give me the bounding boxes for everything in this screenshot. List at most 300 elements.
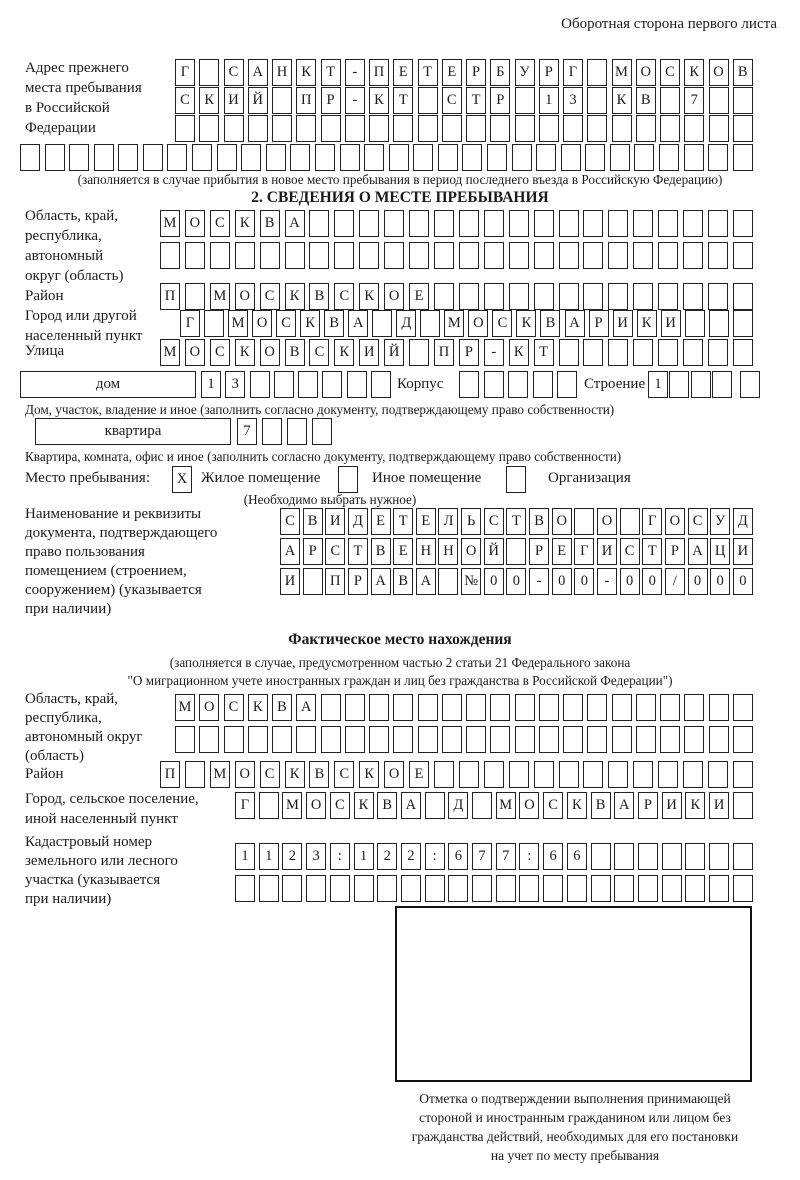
- char-box[interactable]: [636, 115, 656, 142]
- char-box[interactable]: [459, 242, 479, 269]
- char-box[interactable]: С: [442, 87, 462, 114]
- char-box[interactable]: [610, 144, 630, 171]
- char-box[interactable]: А: [614, 792, 634, 819]
- char-box[interactable]: [534, 210, 554, 237]
- char-box[interactable]: С: [620, 538, 640, 565]
- char-box[interactable]: В: [377, 792, 397, 819]
- char-box[interactable]: [321, 694, 341, 721]
- char-box[interactable]: [633, 210, 653, 237]
- char-box[interactable]: О: [235, 761, 255, 788]
- char-box[interactable]: Т: [534, 339, 554, 366]
- char-box[interactable]: [434, 242, 454, 269]
- char-box[interactable]: 0: [506, 568, 526, 595]
- char-box[interactable]: [662, 843, 682, 870]
- char-box[interactable]: [659, 144, 679, 171]
- char-box[interactable]: Р: [638, 792, 658, 819]
- char-box[interactable]: [587, 59, 607, 86]
- char-box[interactable]: X: [172, 466, 192, 493]
- char-box[interactable]: [557, 371, 577, 398]
- char-box[interactable]: [709, 726, 729, 753]
- char-box[interactable]: [543, 875, 563, 902]
- char-box[interactable]: [462, 144, 482, 171]
- char-box[interactable]: С: [334, 283, 354, 310]
- char-box[interactable]: [587, 694, 607, 721]
- char-box[interactable]: [472, 792, 492, 819]
- char-box[interactable]: Т: [506, 508, 526, 535]
- char-box[interactable]: С: [260, 283, 280, 310]
- char-box[interactable]: К: [509, 339, 529, 366]
- char-box[interactable]: [118, 144, 138, 171]
- char-box[interactable]: [466, 694, 486, 721]
- char-box[interactable]: [608, 339, 628, 366]
- char-box[interactable]: Р: [529, 538, 549, 565]
- char-box[interactable]: [509, 761, 529, 788]
- char-box[interactable]: [709, 875, 729, 902]
- char-box[interactable]: [708, 242, 728, 269]
- char-box[interactable]: О: [384, 283, 404, 310]
- char-box[interactable]: [94, 144, 114, 171]
- char-box[interactable]: С: [210, 210, 230, 237]
- char-box[interactable]: [733, 843, 753, 870]
- char-box[interactable]: Т: [418, 59, 438, 86]
- char-box[interactable]: В: [733, 59, 753, 86]
- char-box[interactable]: [638, 843, 658, 870]
- char-box[interactable]: 0: [484, 568, 504, 595]
- char-box[interactable]: М: [210, 761, 230, 788]
- char-box[interactable]: [591, 843, 611, 870]
- char-box[interactable]: [287, 418, 307, 445]
- char-box[interactable]: [691, 371, 711, 398]
- char-box[interactable]: Б: [490, 59, 510, 86]
- char-box[interactable]: [434, 761, 454, 788]
- char-box[interactable]: П: [325, 568, 345, 595]
- char-box[interactable]: [418, 87, 438, 114]
- char-box[interactable]: О: [636, 59, 656, 86]
- char-box[interactable]: [583, 283, 603, 310]
- char-box[interactable]: С: [660, 59, 680, 86]
- char-box[interactable]: О: [597, 508, 617, 535]
- char-box[interactable]: [330, 875, 350, 902]
- char-box[interactable]: С: [688, 508, 708, 535]
- char-box[interactable]: 7: [496, 843, 516, 870]
- char-box[interactable]: [235, 242, 255, 269]
- char-box[interactable]: [262, 418, 282, 445]
- char-box[interactable]: Р: [589, 310, 609, 337]
- char-box[interactable]: [660, 694, 680, 721]
- char-box[interactable]: [484, 371, 504, 398]
- char-box[interactable]: 2: [282, 843, 302, 870]
- char-box[interactable]: Т: [348, 538, 368, 565]
- char-box[interactable]: [658, 210, 678, 237]
- char-box[interactable]: [472, 875, 492, 902]
- char-box[interactable]: И: [224, 87, 244, 114]
- char-box[interactable]: [712, 371, 732, 398]
- char-box[interactable]: К: [285, 283, 305, 310]
- char-box[interactable]: 3: [306, 843, 326, 870]
- char-box[interactable]: С: [330, 792, 350, 819]
- char-box[interactable]: 7: [684, 87, 704, 114]
- char-box[interactable]: [438, 568, 458, 595]
- char-box[interactable]: М: [612, 59, 632, 86]
- char-box[interactable]: [709, 694, 729, 721]
- char-box[interactable]: М: [282, 792, 302, 819]
- char-box[interactable]: М: [210, 283, 230, 310]
- char-box[interactable]: [442, 694, 462, 721]
- char-box[interactable]: [733, 210, 753, 237]
- char-box[interactable]: -: [484, 339, 504, 366]
- char-box[interactable]: М: [444, 310, 464, 337]
- char-box[interactable]: [334, 242, 354, 269]
- char-box[interactable]: [733, 144, 753, 171]
- char-box[interactable]: [484, 210, 504, 237]
- char-box[interactable]: [733, 792, 753, 819]
- char-box[interactable]: [660, 115, 680, 142]
- char-box[interactable]: [296, 726, 316, 753]
- char-box[interactable]: А: [248, 59, 268, 86]
- char-box[interactable]: [296, 115, 316, 142]
- char-box[interactable]: [248, 726, 268, 753]
- char-box[interactable]: С: [492, 310, 512, 337]
- char-box[interactable]: [224, 115, 244, 142]
- char-box[interactable]: Е: [393, 59, 413, 86]
- char-box[interactable]: В: [260, 210, 280, 237]
- char-box[interactable]: [312, 418, 332, 445]
- char-box[interactable]: [418, 726, 438, 753]
- char-box[interactable]: [496, 875, 516, 902]
- char-box[interactable]: С: [260, 761, 280, 788]
- char-box[interactable]: К: [359, 283, 379, 310]
- char-box[interactable]: [217, 144, 237, 171]
- char-box[interactable]: Е: [393, 538, 413, 565]
- dom-wide-box[interactable]: дом: [20, 371, 196, 398]
- char-box[interactable]: 6: [543, 843, 563, 870]
- char-box[interactable]: Д: [733, 508, 753, 535]
- char-box[interactable]: [321, 115, 341, 142]
- char-box[interactable]: [608, 761, 628, 788]
- char-box[interactable]: [315, 144, 335, 171]
- char-box[interactable]: [583, 242, 603, 269]
- char-box[interactable]: Г: [180, 310, 200, 337]
- char-box[interactable]: [587, 726, 607, 753]
- char-box[interactable]: -: [345, 59, 365, 86]
- char-box[interactable]: В: [272, 694, 292, 721]
- char-box[interactable]: К: [296, 59, 316, 86]
- char-box[interactable]: Р: [303, 538, 323, 565]
- char-box[interactable]: [684, 115, 704, 142]
- char-box[interactable]: О: [252, 310, 272, 337]
- char-box[interactable]: Д: [396, 310, 416, 337]
- char-box[interactable]: [563, 726, 583, 753]
- char-box[interactable]: И: [325, 508, 345, 535]
- char-box[interactable]: [634, 144, 654, 171]
- char-box[interactable]: О: [306, 792, 326, 819]
- char-box[interactable]: [709, 115, 729, 142]
- char-box[interactable]: [442, 115, 462, 142]
- char-box[interactable]: [612, 726, 632, 753]
- char-box[interactable]: [633, 242, 653, 269]
- char-box[interactable]: [69, 144, 89, 171]
- char-box[interactable]: М: [160, 210, 180, 237]
- char-box[interactable]: 6: [448, 843, 468, 870]
- char-box[interactable]: [199, 115, 219, 142]
- char-box[interactable]: К: [235, 210, 255, 237]
- char-box[interactable]: [393, 115, 413, 142]
- char-box[interactable]: [338, 466, 358, 493]
- char-box[interactable]: [438, 144, 458, 171]
- char-box[interactable]: У: [710, 508, 730, 535]
- char-box[interactable]: М: [496, 792, 516, 819]
- char-box[interactable]: [559, 242, 579, 269]
- char-box[interactable]: [658, 242, 678, 269]
- char-box[interactable]: [563, 694, 583, 721]
- char-box[interactable]: 1: [259, 843, 279, 870]
- char-box[interactable]: 1: [201, 371, 221, 398]
- char-box[interactable]: [512, 144, 532, 171]
- char-box[interactable]: Р: [459, 339, 479, 366]
- char-box[interactable]: [614, 875, 634, 902]
- char-box[interactable]: [559, 283, 579, 310]
- char-box[interactable]: А: [371, 568, 391, 595]
- char-box[interactable]: К: [199, 87, 219, 114]
- char-box[interactable]: 2: [377, 843, 397, 870]
- char-box[interactable]: Р: [490, 87, 510, 114]
- char-box[interactable]: 0: [688, 568, 708, 595]
- char-box[interactable]: А: [416, 568, 436, 595]
- char-box[interactable]: :: [519, 843, 539, 870]
- char-box[interactable]: [364, 144, 384, 171]
- char-box[interactable]: И: [661, 310, 681, 337]
- char-box[interactable]: [185, 761, 205, 788]
- char-box[interactable]: Е: [371, 508, 391, 535]
- char-box[interactable]: 1: [354, 843, 374, 870]
- char-box[interactable]: П: [160, 761, 180, 788]
- char-box[interactable]: [321, 726, 341, 753]
- char-box[interactable]: В: [636, 87, 656, 114]
- char-box[interactable]: [306, 875, 326, 902]
- char-box[interactable]: [533, 371, 553, 398]
- char-box[interactable]: К: [334, 339, 354, 366]
- char-box[interactable]: [260, 242, 280, 269]
- char-box[interactable]: К: [567, 792, 587, 819]
- char-box[interactable]: 1: [648, 371, 668, 398]
- char-box[interactable]: [241, 144, 261, 171]
- char-box[interactable]: Т: [393, 87, 413, 114]
- char-box[interactable]: В: [591, 792, 611, 819]
- char-box[interactable]: И: [709, 792, 729, 819]
- char-box[interactable]: [259, 875, 279, 902]
- kvartira-wide-box[interactable]: квартира: [35, 418, 231, 445]
- char-box[interactable]: К: [235, 339, 255, 366]
- char-box[interactable]: [539, 726, 559, 753]
- char-box[interactable]: [608, 242, 628, 269]
- char-box[interactable]: В: [324, 310, 344, 337]
- char-box[interactable]: 0: [710, 568, 730, 595]
- char-box[interactable]: С: [309, 339, 329, 366]
- char-box[interactable]: [709, 843, 729, 870]
- char-box[interactable]: [143, 144, 163, 171]
- char-box[interactable]: [683, 242, 703, 269]
- char-box[interactable]: [210, 242, 230, 269]
- char-box[interactable]: [509, 210, 529, 237]
- char-box[interactable]: П: [296, 87, 316, 114]
- char-box[interactable]: [369, 115, 389, 142]
- char-box[interactable]: К: [612, 87, 632, 114]
- char-box[interactable]: [384, 210, 404, 237]
- char-box[interactable]: [418, 694, 438, 721]
- char-box[interactable]: [345, 694, 365, 721]
- char-box[interactable]: А: [688, 538, 708, 565]
- char-box[interactable]: С: [325, 538, 345, 565]
- char-box[interactable]: О: [519, 792, 539, 819]
- char-box[interactable]: [345, 115, 365, 142]
- char-box[interactable]: К: [685, 792, 705, 819]
- char-box[interactable]: Е: [409, 283, 429, 310]
- char-box[interactable]: [250, 371, 270, 398]
- char-box[interactable]: В: [303, 508, 323, 535]
- char-box[interactable]: О: [260, 339, 280, 366]
- char-box[interactable]: [608, 283, 628, 310]
- char-box[interactable]: [740, 371, 760, 398]
- char-box[interactable]: :: [425, 843, 445, 870]
- char-box[interactable]: [587, 87, 607, 114]
- char-box[interactable]: [658, 283, 678, 310]
- char-box[interactable]: [448, 875, 468, 902]
- char-box[interactable]: С: [280, 508, 300, 535]
- char-box[interactable]: С: [175, 87, 195, 114]
- char-box[interactable]: Р: [665, 538, 685, 565]
- char-box[interactable]: [669, 371, 689, 398]
- char-box[interactable]: [515, 87, 535, 114]
- char-box[interactable]: [185, 283, 205, 310]
- char-box[interactable]: О: [461, 538, 481, 565]
- char-box[interactable]: 7: [237, 418, 257, 445]
- char-box[interactable]: [185, 242, 205, 269]
- char-box[interactable]: [585, 144, 605, 171]
- char-box[interactable]: :: [330, 843, 350, 870]
- char-box[interactable]: 3: [225, 371, 245, 398]
- char-box[interactable]: [389, 144, 409, 171]
- char-box[interactable]: Г: [563, 59, 583, 86]
- char-box[interactable]: Г: [175, 59, 195, 86]
- char-box[interactable]: [638, 875, 658, 902]
- char-box[interactable]: [583, 761, 603, 788]
- char-box[interactable]: [345, 726, 365, 753]
- char-box[interactable]: [534, 283, 554, 310]
- char-box[interactable]: Т: [393, 508, 413, 535]
- char-box[interactable]: [372, 310, 392, 337]
- char-box[interactable]: [340, 144, 360, 171]
- char-box[interactable]: 3: [563, 87, 583, 114]
- char-box[interactable]: В: [393, 568, 413, 595]
- char-box[interactable]: [683, 761, 703, 788]
- char-box[interactable]: [709, 310, 729, 337]
- char-box[interactable]: [683, 210, 703, 237]
- char-box[interactable]: [235, 875, 255, 902]
- char-box[interactable]: Е: [552, 538, 572, 565]
- char-box[interactable]: 0: [642, 568, 662, 595]
- char-box[interactable]: [199, 726, 219, 753]
- char-box[interactable]: [534, 761, 554, 788]
- char-box[interactable]: К: [285, 761, 305, 788]
- char-box[interactable]: [425, 792, 445, 819]
- char-box[interactable]: С: [543, 792, 563, 819]
- char-box[interactable]: Й: [484, 538, 504, 565]
- char-box[interactable]: [409, 242, 429, 269]
- char-box[interactable]: А: [565, 310, 585, 337]
- char-box[interactable]: К: [369, 87, 389, 114]
- char-box[interactable]: [733, 283, 753, 310]
- char-box[interactable]: С: [210, 339, 230, 366]
- char-box[interactable]: Й: [248, 87, 268, 114]
- char-box[interactable]: Т: [321, 59, 341, 86]
- char-box[interactable]: И: [733, 538, 753, 565]
- char-box[interactable]: [298, 371, 318, 398]
- char-box[interactable]: [434, 210, 454, 237]
- char-box[interactable]: У: [515, 59, 535, 86]
- char-box[interactable]: А: [285, 210, 305, 237]
- char-box[interactable]: Р: [539, 59, 559, 86]
- char-box[interactable]: [490, 115, 510, 142]
- char-box[interactable]: [175, 115, 195, 142]
- char-box[interactable]: [377, 875, 397, 902]
- char-box[interactable]: [559, 210, 579, 237]
- char-box[interactable]: Д: [448, 792, 468, 819]
- char-box[interactable]: О: [384, 761, 404, 788]
- char-box[interactable]: О: [552, 508, 572, 535]
- char-box[interactable]: [583, 339, 603, 366]
- char-box[interactable]: [583, 210, 603, 237]
- char-box[interactable]: [536, 144, 556, 171]
- char-box[interactable]: [309, 242, 329, 269]
- char-box[interactable]: [347, 371, 367, 398]
- char-box[interactable]: /: [665, 568, 685, 595]
- char-box[interactable]: [563, 115, 583, 142]
- char-box[interactable]: [515, 115, 535, 142]
- char-box[interactable]: В: [371, 538, 391, 565]
- char-box[interactable]: [272, 726, 292, 753]
- char-box[interactable]: [224, 726, 244, 753]
- char-box[interactable]: К: [248, 694, 268, 721]
- char-box[interactable]: -: [529, 568, 549, 595]
- char-box[interactable]: [539, 115, 559, 142]
- char-box[interactable]: [420, 310, 440, 337]
- char-box[interactable]: [684, 694, 704, 721]
- char-box[interactable]: 0: [620, 568, 640, 595]
- char-box[interactable]: [359, 210, 379, 237]
- char-box[interactable]: [708, 761, 728, 788]
- char-box[interactable]: С: [484, 508, 504, 535]
- char-box[interactable]: Н: [416, 538, 436, 565]
- char-box[interactable]: К: [684, 59, 704, 86]
- char-box[interactable]: Д: [348, 508, 368, 535]
- char-box[interactable]: -: [597, 568, 617, 595]
- char-box[interactable]: [708, 144, 728, 171]
- char-box[interactable]: [559, 339, 579, 366]
- char-box[interactable]: И: [662, 792, 682, 819]
- char-box[interactable]: С: [224, 59, 244, 86]
- char-box[interactable]: А: [296, 694, 316, 721]
- char-box[interactable]: [160, 242, 180, 269]
- char-box[interactable]: [684, 726, 704, 753]
- char-box[interactable]: В: [285, 339, 305, 366]
- char-box[interactable]: Н: [272, 59, 292, 86]
- char-box[interactable]: В: [309, 283, 329, 310]
- char-box[interactable]: [662, 875, 682, 902]
- char-box[interactable]: [587, 115, 607, 142]
- char-box[interactable]: А: [348, 310, 368, 337]
- char-box[interactable]: [384, 242, 404, 269]
- char-box[interactable]: [484, 761, 504, 788]
